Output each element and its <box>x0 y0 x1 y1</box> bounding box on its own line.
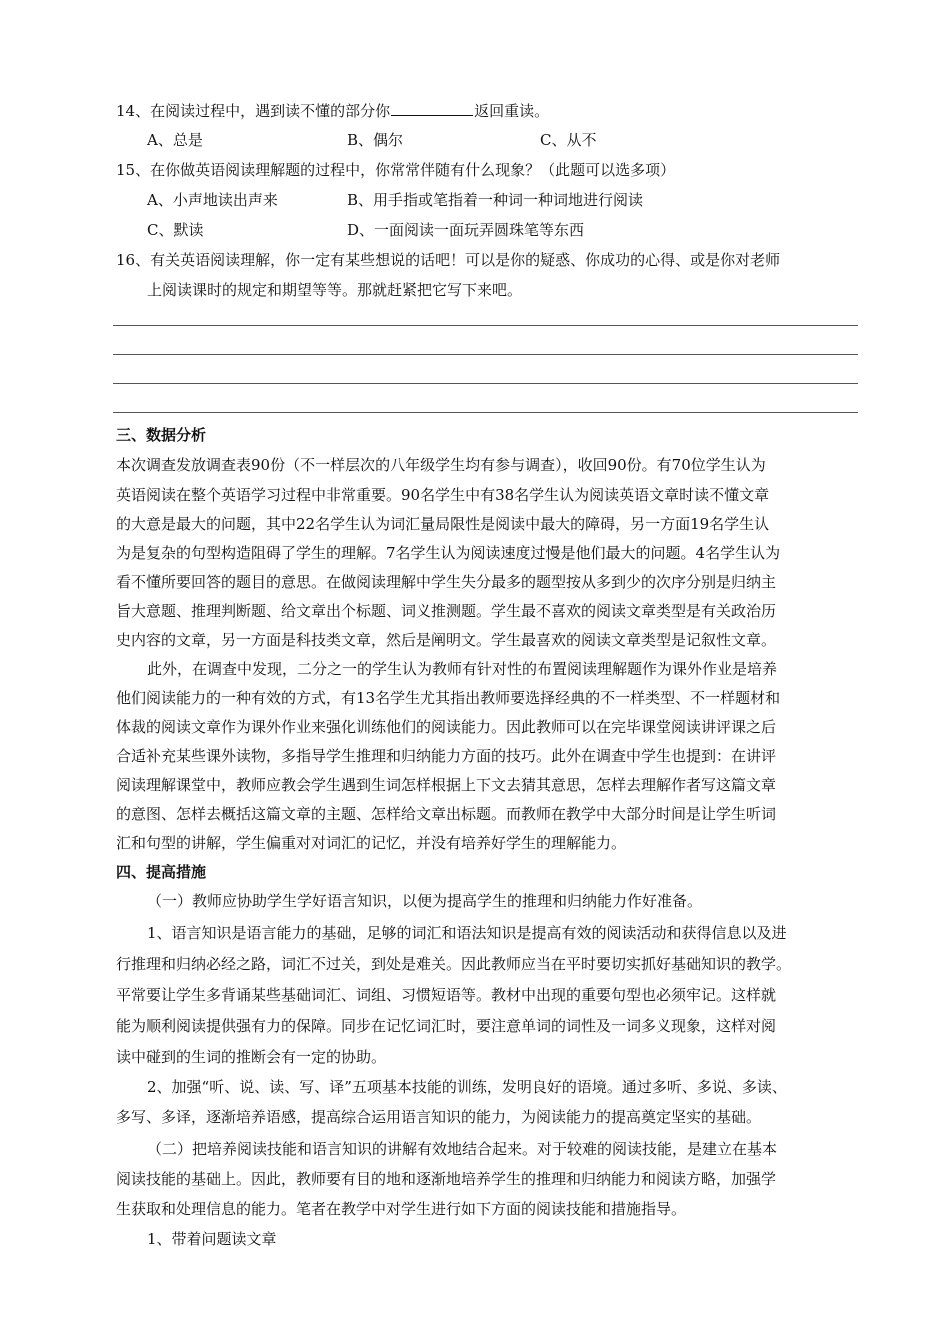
section-3-para-1-line: 看不懂所要回答的题目的意思。在做阅读理解中学生失分最多的题型按从多到少的次序分别是归纳主 <box>116 573 777 591</box>
section-3-para-2-line: 的意图、怎样去概括这篇文章的主题、怎样给文章出标题。而教师在教学中大部分时间是让学生听词 <box>116 805 777 823</box>
section-4-item-2-line: 2、加强“听、说、读、写、译”五项基本技能的训练，发明良好的语境。通过多听、多说、多读、 <box>147 1078 787 1096</box>
section-4-heading: 四、提高措施 <box>116 863 207 881</box>
question-16-line-2: 上阅读课时的规定和期望等等。那就赶紧把它写下来吧。 <box>147 281 523 299</box>
section-3-para-1-line: 史内容的文章，另一方面是科技类文章，然后是阐明文。学生最喜欢的阅读文章类型是记叙性文章。 <box>116 631 777 649</box>
section-4-subsection-2-line: （二）把培养阅读技能和语言知识的讲解有效地结合起来。对于较难的阅读技能，是建立在基本 <box>147 1140 778 1158</box>
section-3-para-2-line: 体裁的阅读文章作为课外作业来强化训练他们的阅读能力。因此教师可以在完毕课堂阅读讲评课之后 <box>116 718 777 736</box>
section-4-item-2-line: 多写、多译，逐渐培养语感，提高综合运用语言知识的能力，为阅读能力的提高奠定坚实的基础。 <box>116 1108 762 1126</box>
answer-line-4 <box>113 412 858 413</box>
answer-line-1 <box>113 325 858 326</box>
section-3-para-1-line: 的大意是最大的问题，其中22名学生认为词汇量局限性是阅读中最大的障碍，另一方面19名学生认 <box>116 515 770 533</box>
question-14 <box>116 100 549 122</box>
section-3-heading: 三、数据分析 <box>116 426 207 444</box>
question-15-option-a: A、小声地读出声来 <box>147 191 278 209</box>
answer-line-3 <box>113 383 858 384</box>
section-4-item-1-line: 读中碰到的生词的推断会有一定的协助。 <box>116 1048 387 1066</box>
section-3-para-1-line: 旨大意题、推理判断题、给文章出个标题、词义推测题。学生最不喜欢的阅读文章类型是有关政治历 <box>116 602 777 620</box>
section-4-item-1-line: 1、语言知识是语言能力的基础，足够的词汇和语法知识是提高有效的阅读活动和获得信息以及进 <box>147 924 787 942</box>
question-15-option-b: B、用手指或笔指着一种词一种词地进行阅读 <box>347 191 644 209</box>
question-14-option-c: C、从不 <box>540 131 597 149</box>
section-3-para-2-line: 阅读理解课堂中，教师应教会学生遇到生词怎样根据上下文去猜其意思，怎样去理解作者写这篇文章 <box>116 776 777 794</box>
section-3-para-2-line: 他们阅读能力的一种有效的方式，有13名学生尤其指出教师要选择经典的不一样类型、不一样题材和 <box>116 689 781 707</box>
question-15-option-c: C、默读 <box>147 221 204 239</box>
question-14-answer-blank <box>391 100 473 116</box>
section-3-para-1-line: 为是复杂的句型构造阻碍了学生的理解。7名学生认为阅读速度过慢是他们最大的问题。4名学生认为 <box>116 544 781 562</box>
question-15-option-d: D、一面阅读一面玩弄圆珠笔等东西 <box>347 221 585 239</box>
question-15-text: 15、在你做英语阅读理解题的过程中，你常常伴随有什么现象？（此题可以选多项） <box>116 161 676 179</box>
section-3-para-1-line: 英语阅读在整个英语学习过程中非常重要。90名学生中有38名学生认为阅读英语文章时读不懂文章 <box>116 486 770 504</box>
section-4-item-3: 1、带着问题读文章 <box>147 1230 277 1248</box>
section-3-para-2-line: 合适补充某些课外读物，多指导学生推理和归纳能力方面的技巧。此外在调查中学生也提到：在讲评 <box>116 747 777 765</box>
section-4-item-1-line: 平常要让学生多背诵某些基础词汇、词组、习惯短语等。教材中出现的重要句型也必须牢记。这样就 <box>116 986 777 1004</box>
section-3-para-2-line: 此外，在调查中发现，二分之一的学生认为教师有针对性的布置阅读理解题作为课外作业是培养 <box>147 660 778 678</box>
section-3-para-1-line: 本次调查发放调查表90份（不一样层次的八年级学生均有参与调查），收回90份。有70位学生认为 <box>116 456 766 474</box>
section-4-item-1-line: 行推理和归纳必经之路，词汇不过关，到处是难关。因此教师应当在平时要切实抓好基础知识的教学。 <box>116 955 792 973</box>
answer-line-2 <box>113 354 858 355</box>
question-14-option-b: B、偶尔 <box>347 131 404 149</box>
section-3-para-2-line: 汇和句型的讲解，学生偏重对对词汇的记忆，并没有培养好学生的理解能力。 <box>116 834 627 852</box>
section-4-subsection-1: （一）教师应协助学生学好语言知识，以便为提高学生的推理和归纳能力作好准备。 <box>147 892 703 910</box>
question-14-text-after: 返回重读。 <box>474 102 550 120</box>
section-4-item-1-line: 能为顺利阅读提供强有力的保障。同步在记忆词汇时，要注意单词的词性及一词多义现象，这样对阅 <box>116 1017 777 1035</box>
question-16-line-1: 16、有关英语阅读理解，你一定有某些想说的话吧！可以是你的疑惑、你成功的心得、或是你对老师 <box>116 251 781 269</box>
question-14-option-a: A、总是 <box>147 131 203 149</box>
question-14-text-before: 14、在阅读过程中，遇到读不懂的部分你 <box>116 102 391 120</box>
section-4-subsection-2-line: 阅读技能的基础上。因此，教师要有目的地和逐渐地培养学生的推理和归纳能力和阅读方略，加强学 <box>116 1170 777 1188</box>
section-4-subsection-2-line: 生获取和处理信息的能力。笔者在教学中对学生进行如下方面的阅读技能和措施指导。 <box>116 1200 687 1218</box>
